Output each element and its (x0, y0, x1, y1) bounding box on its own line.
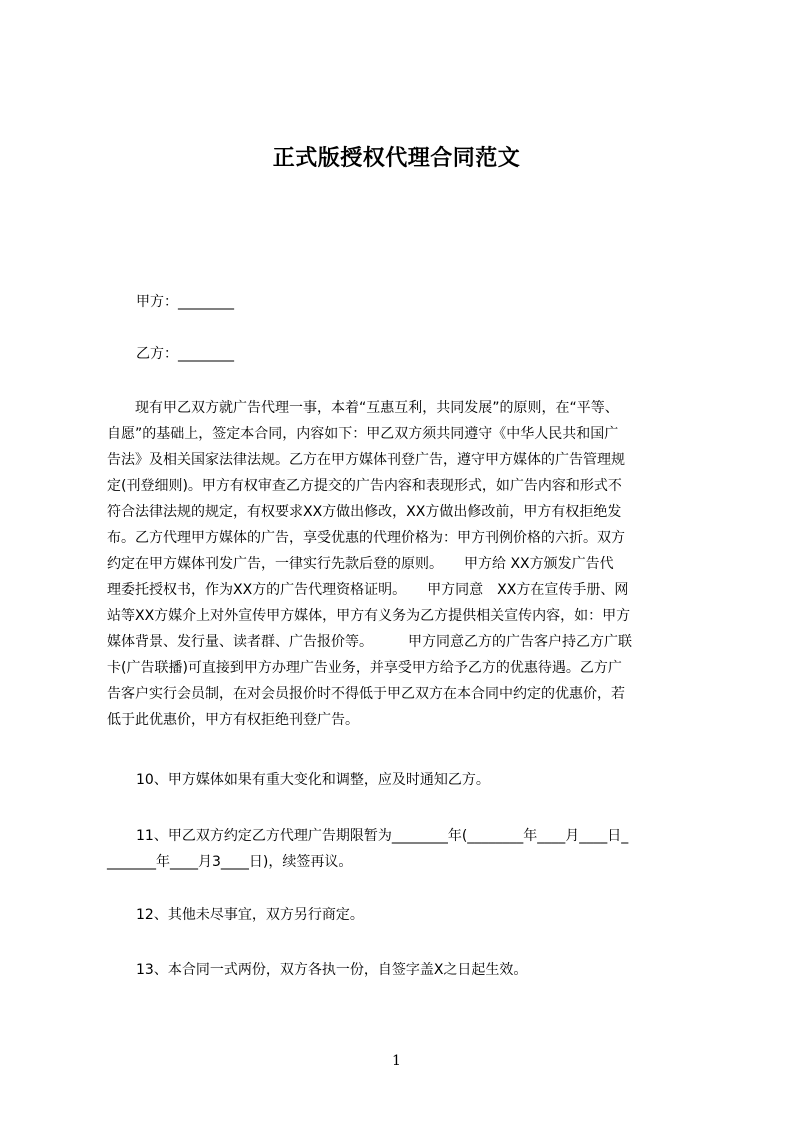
party-a-line: 甲方：________ (136, 294, 234, 310)
paragraph-line: 卡(广告联播)可直接到甲方办理广告业务，并享受甲方给予乙方的优惠待遇。乙方广 (107, 660, 622, 676)
paragraph-line: 站等XX方媒介上对外宣传甲方媒体，甲方有义务为乙方提供相关宣传内容，如：甲方 (107, 608, 631, 624)
paragraph-line: 告法》及相关国家法律法规。乙方在甲方媒体刊登广告，遵守甲方媒体的广告管理规 (107, 452, 625, 468)
paragraph-line: 现有甲乙双方就广告代理一事，本着“互惠互利，共同发展”的原则，在“平等、 (107, 400, 619, 416)
page-number: 1 (392, 1053, 401, 1069)
paragraph-line: 媒体背景、发行量、读者群、广告报价等。 甲方同意乙方的广告客户持乙方广联 (107, 634, 632, 650)
paragraph-line: 约定在甲方媒体刊发广告，一律实行先款后登的原则。 甲方给 XX方颁发广告代 (107, 556, 614, 572)
clause-10: 10、甲方媒体如果有重大变化和调整，应及时通知乙方。 (136, 772, 490, 788)
paragraph-line: 理委托授权书，作为XX方的广告代理资格证明。 甲方同意 XX方在宣传手册、网 (107, 582, 629, 598)
clause-11-line-1: 11、甲乙双方约定乙方代理广告期限暂为________年(________年____月____日_ (136, 828, 629, 844)
paragraph-line: 自愿”的基础上，签定本合同，内容如下：甲乙双方须共同遵守《中华人民共和国广 (107, 426, 619, 442)
paragraph-line: 告客户实行会员制，在对会员报价时不得低于甲乙双方在本合同中约定的优惠价，若 (107, 686, 625, 702)
paragraph-line: 定(刊登细则)。甲方有权审查乙方提交的广告内容和表现形式，如广告内容和形式不 (107, 478, 622, 494)
paragraph-line: 符合法律法规的规定，有权要求XX方做出修改，XX方做出修改前，甲方有权拒绝发 (107, 504, 622, 520)
clause-12: 12、其他未尽事宜，双方另行商定。 (136, 907, 364, 923)
party-b-line: 乙方：________ (136, 346, 234, 362)
paragraph-line: 布。乙方代理甲方媒体的广告，享受优惠的代理价格为：甲方刊例价格的六折。双方 (107, 530, 625, 546)
clause-13: 13、本合同一式两份，双方各执一份，自签字盖X之日起生效。 (136, 962, 528, 978)
document-title: 正式版授权代理合同范文 (272, 146, 521, 171)
paragraph-line: 低于此优惠价，甲方有权拒绝刊登广告。 (107, 712, 359, 728)
clause-11-line-2: _______年____月3____日)，续签再议。 (107, 854, 353, 870)
